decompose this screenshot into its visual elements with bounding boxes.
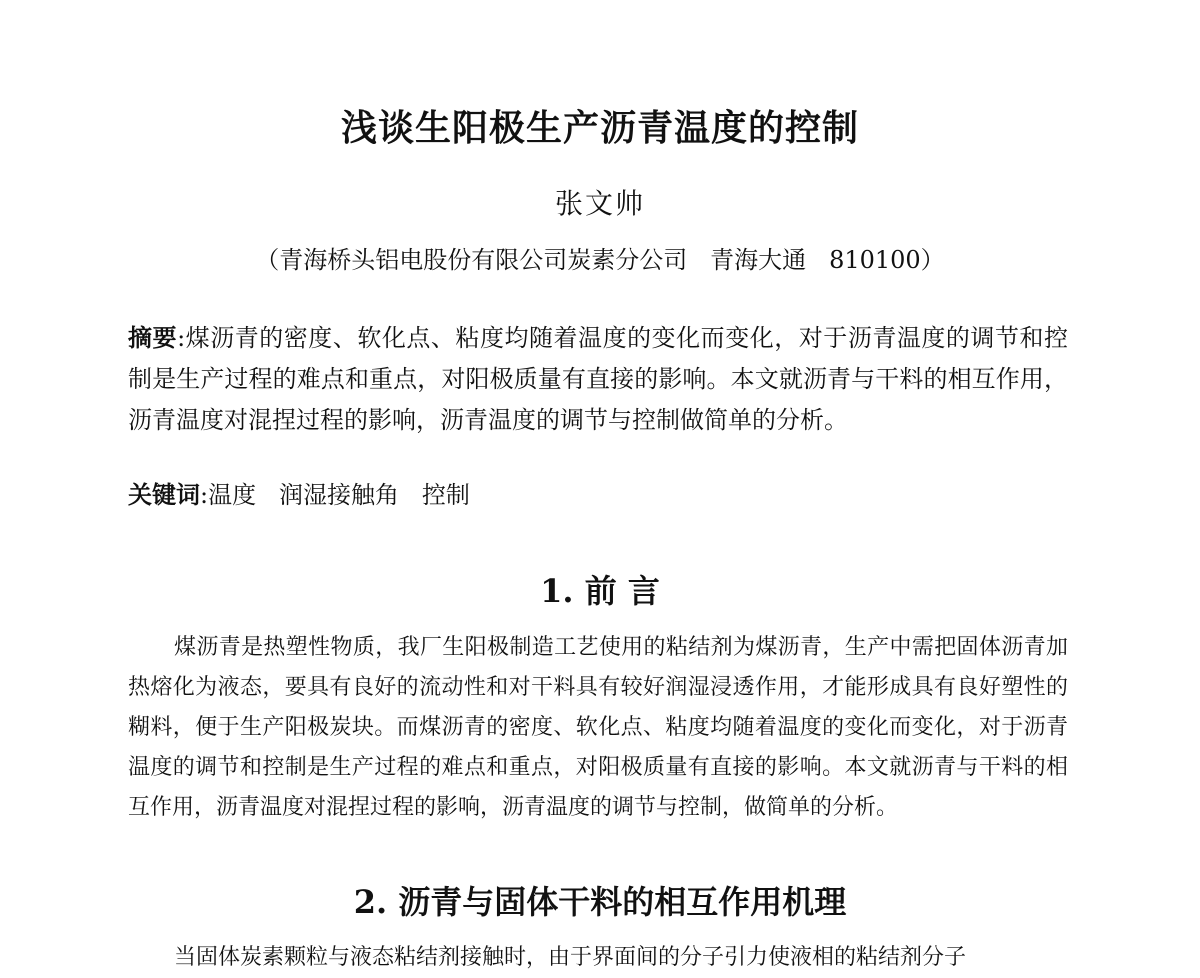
section-2-heading: 2. 沥青与固体干料的相互作用机理 xyxy=(353,883,847,921)
abstract-label: 摘要 xyxy=(128,324,178,352)
section-1-heading: 1. 前 言 xyxy=(540,572,660,610)
paper-title: 浅谈生阳极生产沥青温度的控制 xyxy=(340,108,859,149)
section-2-first-line: 当固体炭素颗粒与液态粘结剂接触时，由于界面间的分子引力使液相的粘结剂分子 xyxy=(174,945,967,970)
author-affiliation: （青海桥头铝电股份有限公司炭素分公司 青海大通 810100） xyxy=(255,246,945,274)
keywords xyxy=(128,475,1068,515)
keywords-text: :温度 润湿接触角 控制 xyxy=(200,481,470,509)
keywords-label: 关键词 xyxy=(128,481,200,509)
abstract-text: :煤沥青的密度、软化点、粘度均随着温度的变化而变化，对于沥青温度的调节和控制是生产过程的难点和重点，对阳极质量有直接的影响。本文就沥青与干料的相互作用，沥青温度对混捏过程的影响，沥青温度的调节与控制做简单的分析。 xyxy=(128,324,1069,434)
section-1-paragraph: 煤沥青是热塑性物质，我厂生阳极制造工艺使用的粘结剂为煤沥青，生产中需把固体沥青加热熔化为液态，要具有良好的流动性和对干料具有较好润湿浸透作用，才能形成具有良好塑性的糊料，便于生产阳极炭块。而煤沥青的密度、软化点、粘度均随着温度的变化而变化，对于沥青温度的调节和控制是生产过程的难点和重点，对阳极质量有直接的影响。本文就沥青与干料的相互作用，沥青温度对混捏过程的影响，沥青温度的调节与控制，做简单的分析。 xyxy=(128,635,1068,820)
author-name: 张文帅 xyxy=(554,187,645,220)
abstract xyxy=(128,318,1068,441)
